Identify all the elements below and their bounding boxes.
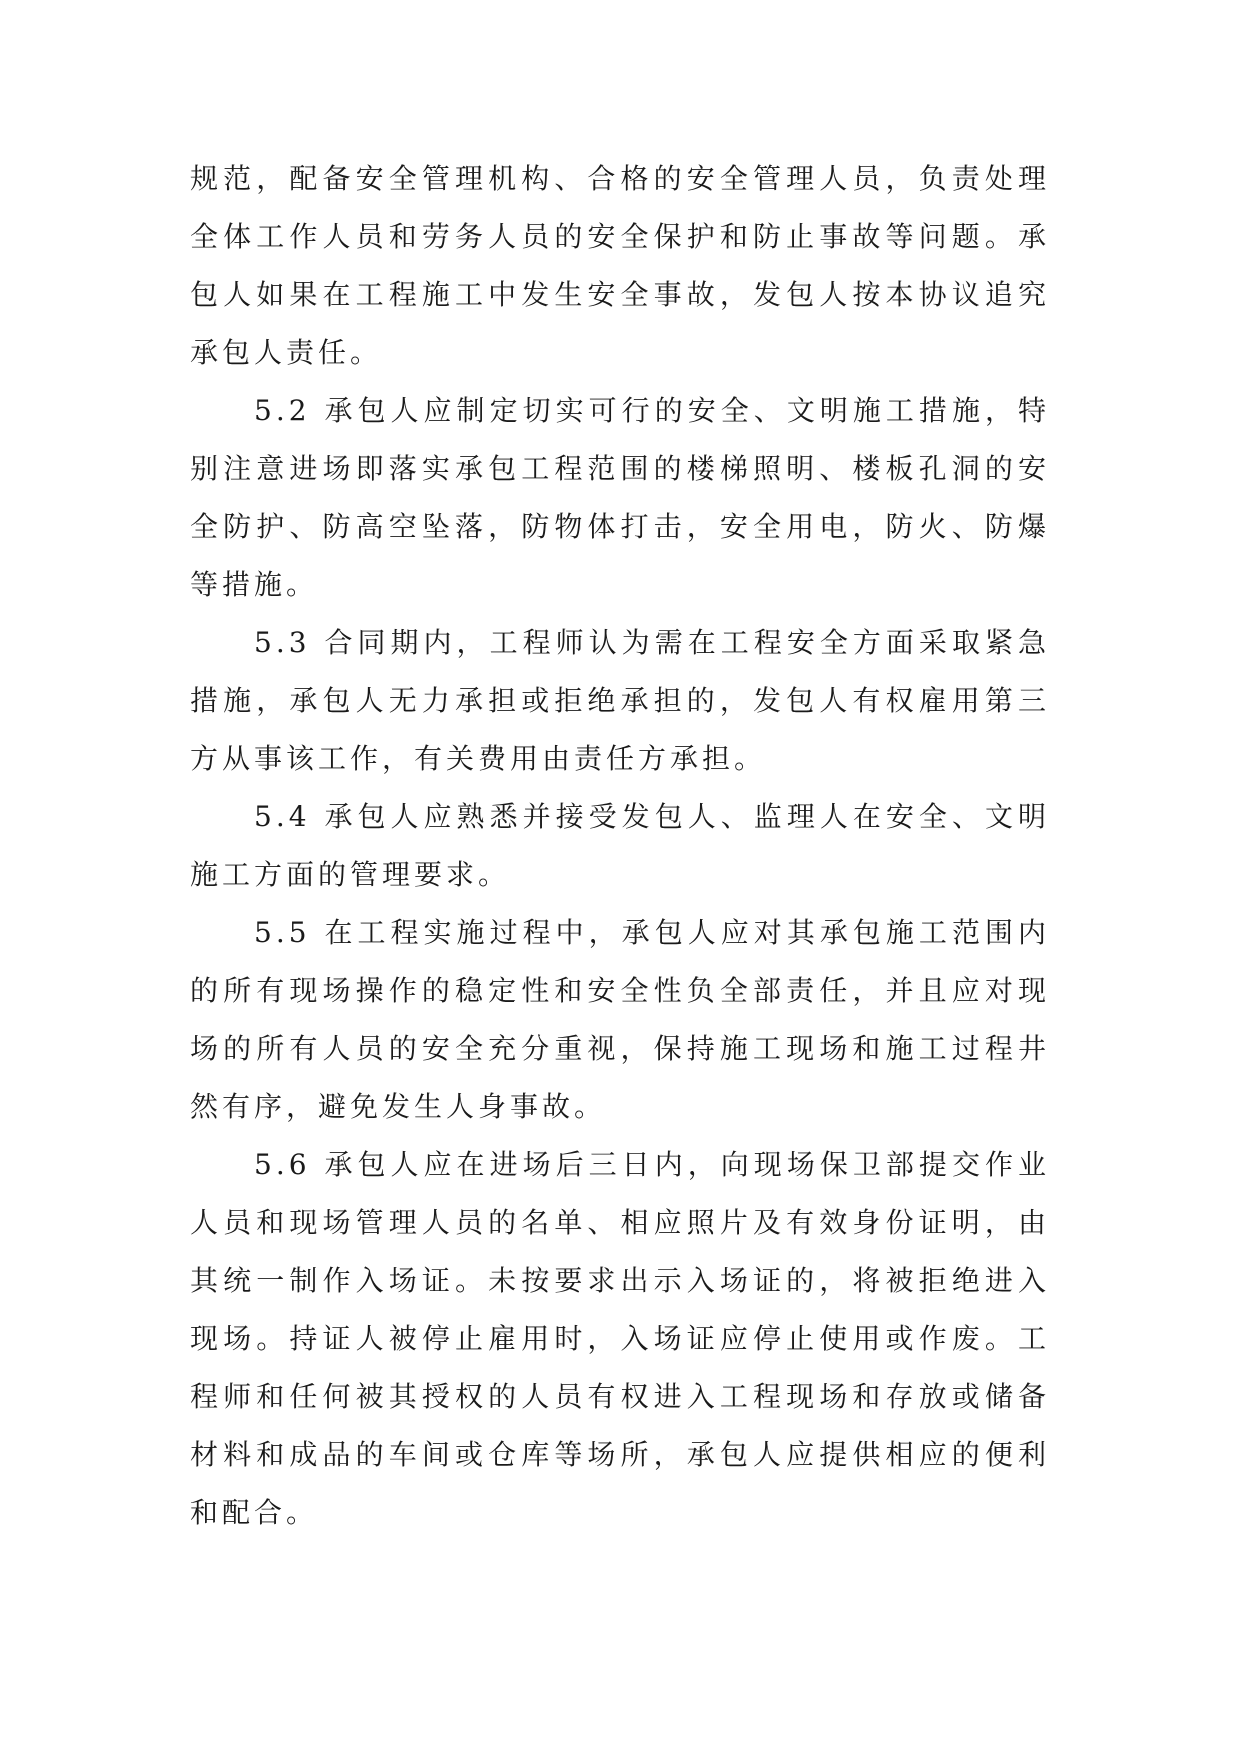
paragraph-clause-5-4: 5.4 承包人应熟悉并接受发包人、监理人在安全、文明施工方面的管理要求。 [190,800,1050,891]
paragraph-clause-5-3: 5.3 合同期内，工程师认为需在工程安全方面采取紧急措施，承包人无力承担或拒绝承担的，发包人有权雇用第三方从事该工作，有关费用由责任方承担。 [190,626,1050,775]
paragraph-clause-5-6: 5.6 承包人应在进场后三日内，向现场保卫部提交作业人员和现场管理人员的名单、相应照片及有效身份证明，由其统一制作入场证。未按要求出示入场证的，将被拒绝进入现场。持证人被停止雇用时，入场证应停止使用或作废。工程师和任何被其授权的人员有权进入工程现场和存放或储备材料和成品的车间或仓库等场所，承包人应提供相应的便利和配合。 [190,1148,1050,1529]
paragraph-safety-regulations-continued: 规范，配备安全管理机构、合格的安全管理人员，负责处理全体工作人员和劳务人员的安全保护和防止事故等问题。承包人如果在工程施工中发生安全事故，发包人按本协议追究承包人责任。 [190,162,1050,369]
paragraph-clause-5-5: 5.5 在工程实施过程中，承包人应对其承包施工范围内的所有现场操作的稳定性和安全性负全部责任，并且应对现场的所有人员的安全充分重视，保持施工现场和施工过程井然有序，避免发生人身事故。 [190,916,1050,1123]
document-body [190,150,1050,1542]
paragraph-clause-5-2: 5.2 承包人应制定切实可行的安全、文明施工措施，特别注意进场即落实承包工程范围的楼梯照明、楼板孔洞的安全防护、防高空坠落，防物体打击，安全用电，防火、防爆等措施。 [190,394,1050,601]
